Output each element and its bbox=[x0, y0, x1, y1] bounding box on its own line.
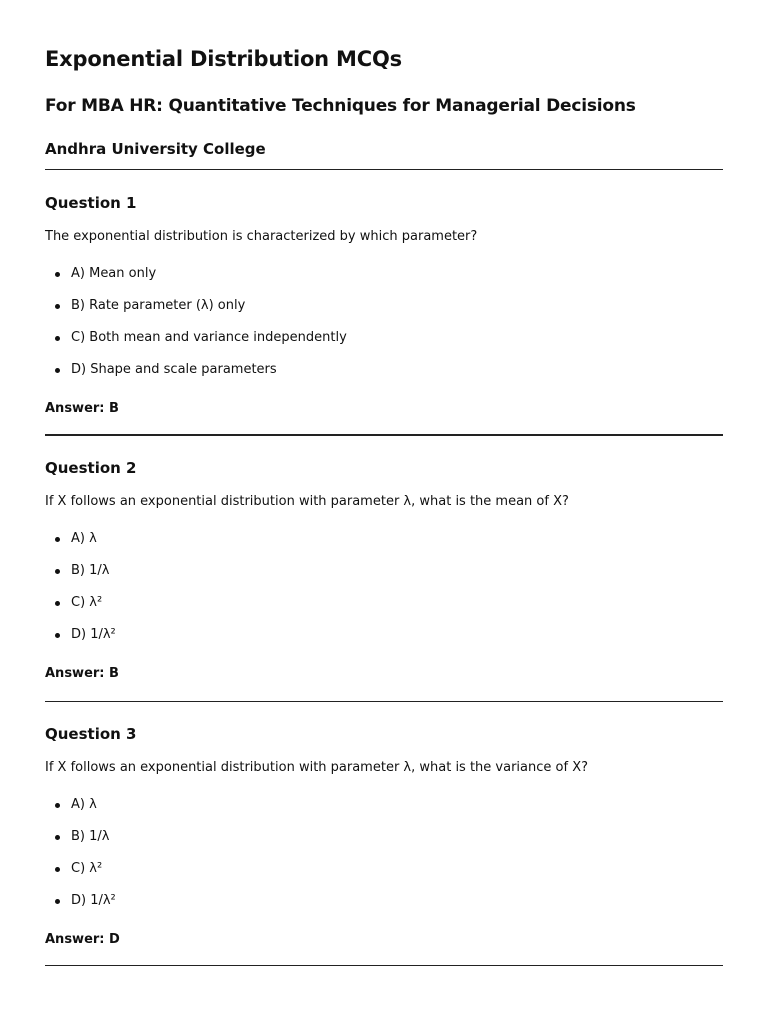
option-item bbox=[45, 563, 116, 595]
option-list bbox=[45, 266, 347, 394]
option-item bbox=[45, 893, 116, 925]
bullet-icon bbox=[55, 899, 60, 904]
bullet-icon bbox=[55, 272, 60, 277]
bullet-icon bbox=[55, 368, 60, 373]
bullet-icon bbox=[55, 569, 60, 574]
bullet-icon bbox=[55, 537, 60, 542]
footer-divider bbox=[45, 965, 723, 966]
page-title: Exponential Distribution MCQs bbox=[45, 47, 402, 71]
option-item bbox=[45, 627, 116, 659]
option-list bbox=[45, 797, 116, 925]
option-item bbox=[45, 266, 347, 298]
option-item bbox=[45, 861, 116, 893]
page-subtitle: For MBA HR: Quantitative Techniques for Managerial Decisions bbox=[45, 96, 636, 116]
option-label: D) 1/λ² bbox=[71, 627, 116, 642]
option-label: A) Mean only bbox=[71, 266, 157, 281]
bullet-icon bbox=[55, 304, 60, 309]
question-divider bbox=[45, 701, 723, 702]
header-divider bbox=[45, 169, 723, 170]
option-label: B) 1/λ bbox=[71, 829, 110, 844]
question-text: If X follows an exponential distribution with parameter λ, what is the variance of X? bbox=[45, 760, 588, 775]
option-label: D) Shape and scale parameters bbox=[71, 362, 277, 377]
option-label: D) 1/λ² bbox=[71, 893, 116, 908]
college-name: Andhra University College bbox=[45, 140, 266, 158]
question-heading: Question 1 bbox=[45, 194, 137, 212]
option-label: C) λ² bbox=[71, 595, 103, 610]
option-label: B) 1/λ bbox=[71, 563, 110, 578]
question-text: If X follows an exponential distribution with parameter λ, what is the mean of X? bbox=[45, 494, 569, 509]
question-divider bbox=[45, 434, 723, 436]
bullet-icon bbox=[55, 803, 60, 808]
option-item bbox=[45, 595, 116, 627]
option-item bbox=[45, 797, 116, 829]
option-label: C) λ² bbox=[71, 861, 103, 876]
bullet-icon bbox=[55, 867, 60, 872]
question-heading: Question 3 bbox=[45, 725, 137, 743]
question-heading: Question 2 bbox=[45, 459, 137, 477]
option-label: A) λ bbox=[71, 531, 97, 546]
bullet-icon bbox=[55, 601, 60, 606]
bullet-icon bbox=[55, 633, 60, 638]
option-item bbox=[45, 298, 347, 330]
bullet-icon bbox=[55, 835, 60, 840]
answer-label: Answer: D bbox=[45, 932, 120, 947]
answer-label: Answer: B bbox=[45, 666, 119, 681]
option-label: A) λ bbox=[71, 797, 97, 812]
option-item bbox=[45, 829, 116, 861]
option-label: C) Both mean and variance independently bbox=[71, 330, 347, 345]
question-text: The exponential distribution is characterized by which parameter? bbox=[45, 229, 478, 244]
option-list bbox=[45, 531, 116, 659]
option-item bbox=[45, 531, 116, 563]
answer-label: Answer: B bbox=[45, 401, 119, 416]
option-item bbox=[45, 362, 347, 394]
option-item bbox=[45, 330, 347, 362]
option-label: B) Rate parameter (λ) only bbox=[71, 298, 246, 313]
bullet-icon bbox=[55, 336, 60, 341]
